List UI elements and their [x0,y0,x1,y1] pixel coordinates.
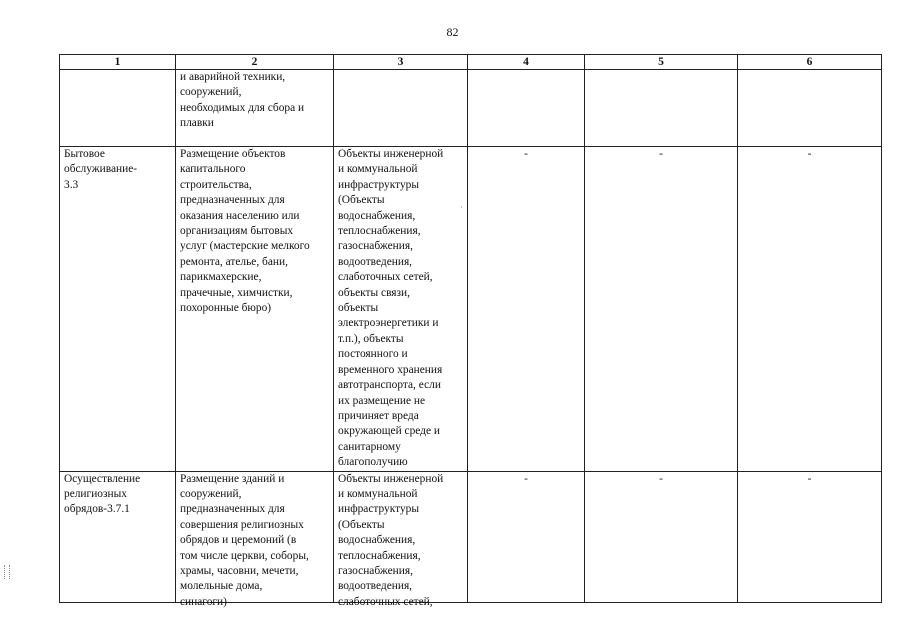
table-cell [738,471,882,602]
table-cell [468,471,585,602]
cell-text: - [524,472,528,485]
table-cell [585,70,738,147]
cell-text: - [807,472,812,485]
table-cell: Размещение объектов капитального строительства, предназначенных для оказания населению или организациям бытовых услуг (мастерские мелкого ремонта, ателье, бани, парикмахерские, прачечные, химчистки, похоронные бюро) [176,147,334,472]
column-header: 5 [585,55,738,70]
table-row [60,147,882,472]
table-cell [334,70,468,147]
table-cell [738,70,882,147]
cell-text: Размещение зданий и сооружений, предназначенных для совершения религиозных обрядов и церемоний (в том числе церкви, соборы, храмы, часовни, мечети, молельные дома, синагоги) [180,472,309,608]
cell-text: - [659,472,663,485]
cell-text: Осуществление религиозных обрядов-3.7.1 [64,472,141,516]
table-cell: Бытовое обслуживание- 3.3 [60,147,176,472]
scan-edge-marks [4,565,10,579]
page-number: 82 [446,25,459,39]
column-header: 3 [334,55,468,70]
column-header: 4 [468,55,585,70]
table-cell: - [468,147,585,472]
table-cell [468,70,585,147]
table-cell [60,70,176,147]
table-cell [585,471,738,602]
table-row [60,471,882,602]
table-cell [176,471,334,608]
table-cell [334,471,468,608]
column-header: 2 [176,55,334,70]
column-header: 6 [738,55,882,70]
land-use-table [59,54,882,608]
table-cell: и аварийной техники, сооружений, необходимых для сбора и плавки [176,70,334,147]
cell-text: Объекты инженерной и коммунальной инфраструктуры (Объекты водоснабжения, теплоснабжения, газоснабжения, водоотведения, слаботочных сетей, [338,472,444,608]
table-cell: - [738,147,882,472]
column-header: 1 [60,55,176,70]
table-header-row [60,55,882,70]
table-cell: Объекты инженерной и коммунальной инфраструктуры (Объекты водоснабжения, теплоснабжения, газоснабжения, водоотведения, слаботочных сетей, объекты связи, объекты электроэнергетики и т.п.), объекты постоянного и временного хранения автотранспорта, если их размещение не причиняет вреда окружающей среде и санитарному благополучию [334,147,468,472]
table-cell: - [585,147,738,472]
scan-speck: · [460,203,463,212]
table-cell [60,471,176,602]
table-row [60,70,882,147]
